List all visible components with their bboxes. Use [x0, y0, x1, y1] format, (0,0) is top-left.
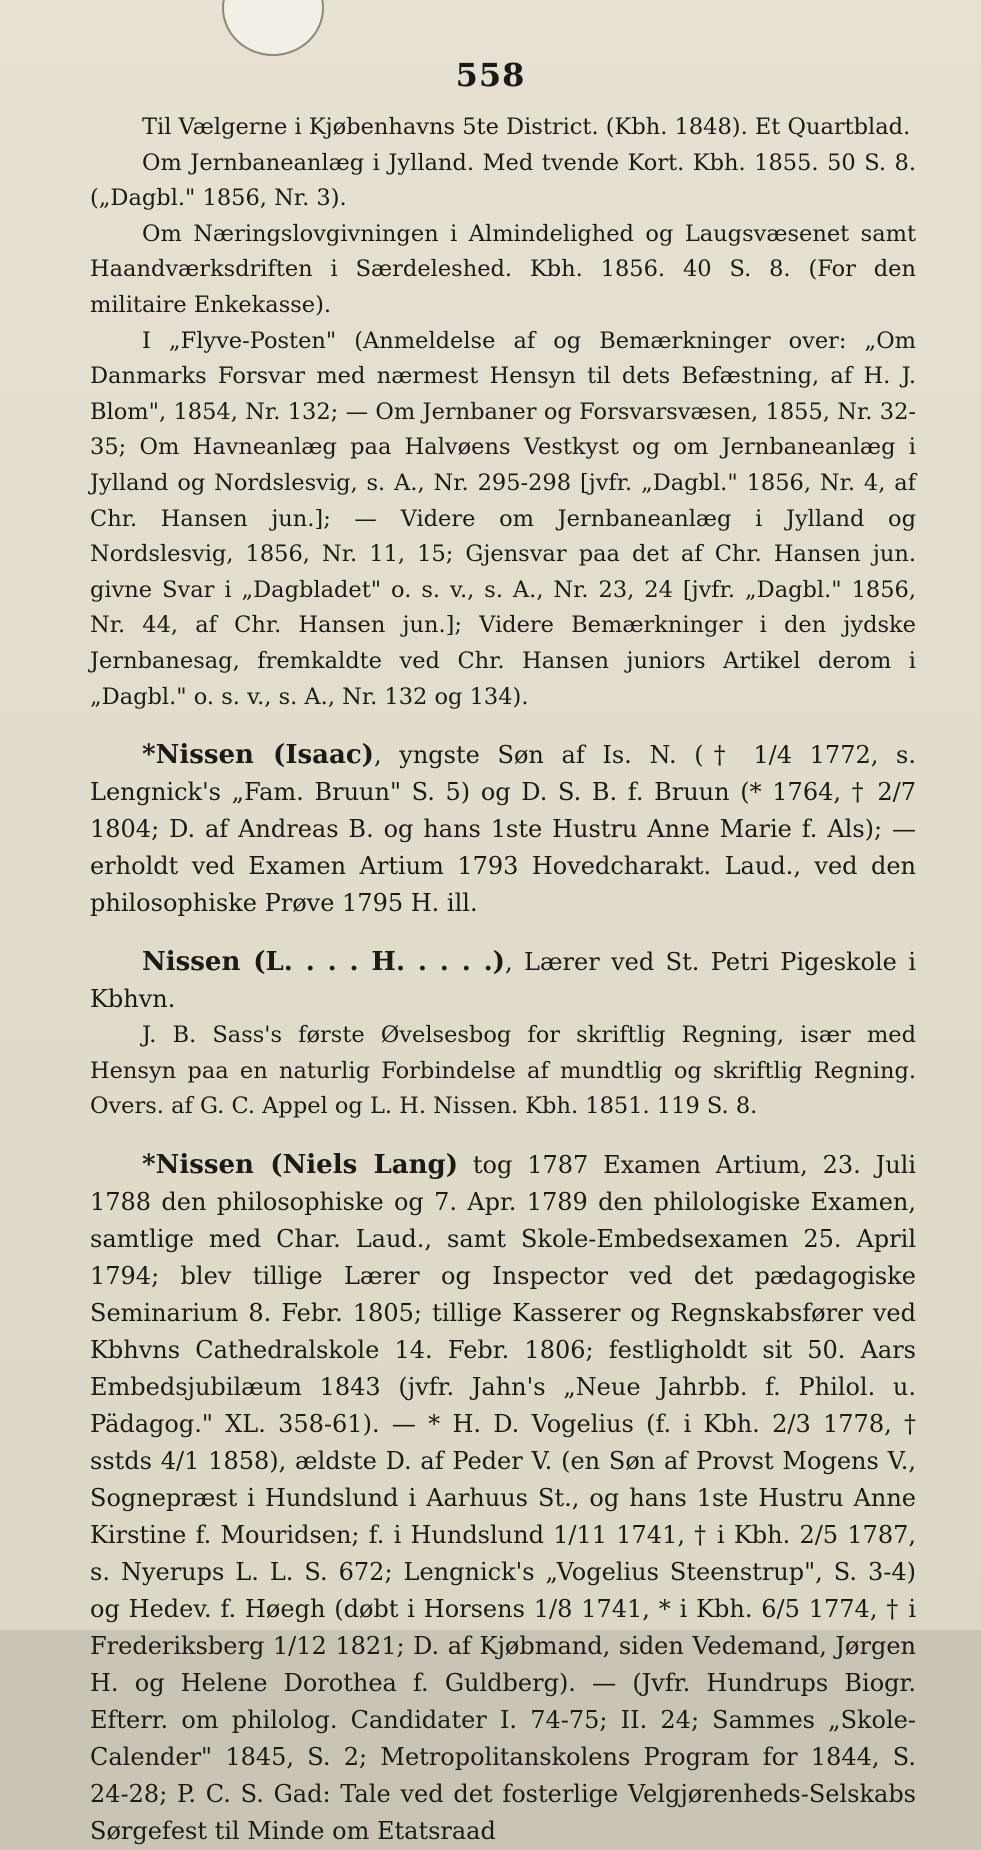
entry-jernbaneanlaeg: Om Jernbaneanlæg i Jylland. Med tvende Kort. Kbh. 1855. 50 S. 8. („Dagbl." 1856, Nr. 3). [90, 149, 916, 212]
entry-naeringslovgivning: Om Næringslovgivningen i Almindelighed og Laugsvæsenet samt Haandværksdriften i Særdeleshed. Kbh. 1856. 40 S. 8. (For den militaire Enkekasse). [90, 220, 916, 318]
headword: *Nissen (Niels Lang) [142, 1149, 459, 1180]
entry-flyveposten: I „Flyve-Posten" (Anmeldelse af og Bemærkninger over: „Om Danmarks Forsvar med nærmest Hensyn til dets Befæstning, af H. J. Blom", 1854, Nr. 132; — Om Jernbaner og Forsvarsvæsen, 1855, Nr. 32-35; Om Havneanlæg paa Halvøens Vestkyst og om Jernbaneanlæg i Jylland og Nordslesvig, s. A., Nr. 295-298 [jvfr. „Dagbl." 1856, Nr. 4, af Chr. Hansen jun.]; — Videre om Jernbaneanlæg i Jylland og Nordslesvig, 1856, Nr. 11, 15; Gjensvar paa det af Chr. Hansen jun. givne Svar i „Dagbladet" o. s. v., s. A., Nr. 23, 24 [jvfr. „Dagbl." 1856, Nr. 44, af Chr. Hansen jun.]; Videre Bemærkninger i den jydske Jernbanesag, fremkaldte ved Chr. Hansen juniors Artikel derom i „Dagbl." o. s. v., s. A., Nr. 132 og 134). [90, 327, 916, 710]
entry-nissen-niels [90, 1147, 916, 1850]
entry-velgerne: Til Vælgerne i Kjøbenhavns 5te District. (Kbh. 1848). Et Quartblad. [142, 114, 911, 140]
punch-hole [222, 0, 324, 56]
entry-text: , yngste Søn af Is. N. († 1/4 1772, s. Lengnick's „Fam. Bruun" S. 5) og D. S. B. f. Bruun (* 1764, † 2/7 1804; D. af Andreas B. og hans 1ste Hustru Anne Marie f. Als); — erholdt ved Examen Artium 1793 Hovedcharakt. Laud., ved den philosophiske Prøve 1795 H. ill. [90, 741, 916, 918]
headword: Nissen (L. . . . H. . . . .) [142, 947, 505, 978]
entry-sass: J. B. Sass's første Øvelsesbog for skriftlig Regning, især med Hensyn paa en naturlig Forbindelse af mundtlig og skriftlig Regning. Overs. af G. C. Appel og L. H. Nissen. Kbh. 1851. 119 S. 8. [90, 1022, 916, 1120]
page-number: 558 [455, 56, 526, 94]
entry-text: tog 1787 Examen Artium, 23. Juli 1788 den philosophiske og 7. Apr. 1789 den philologiske Examen, samtlige med Char. Laud., samt Skole-Embedsexamen 25. April 1794; blev tillige Lærer og Inspector ved det pædagogiske Seminarium 8. Febr. 1805; tillige Kasserer og Regnskabsfører ved Kbhvns Cathedralskole 14. Febr. 1806; festligholdt sit 50. Aars Embedsjubilæum 1843 (jvfr. Jahn's „Neue Jahrbb. f. Philol. u. Pädagog." XL. 358-61). — * H. D. Vogelius (f. i Kbh. 2/3 1778, † sstds 4/1 1858), ældste D. af Peder V. (en Søn af Provst Mogens V., Sognepræst i Hundslund i Aarhuus St., og hans 1ste Hustru Anne Kirstine f. Mouridsen; f. i Hundslund 1/11 1741, † i Kbh. 2/5 1787, s. Nyerups L. L. S. 672; Lengnick's „Vogelius Steenstrup", S. 3-4) og Hedev. f. Høegh (døbt i Horsens 1/8 1741, * i Kbh. 6/5 1774, † i Frederiksberg 1/12 1821; D. af Kjøbmand, siden Vedemand, Jørgen H. og Helene Dorothea f. Guldberg). — (Jvfr. Hundrups Biogr. Efterr. om philolog. Candidater I. 74-75; II. 24; Sammes „Skole-Calender" 1845, S. 2; Metropolitanskolens Program for 1844, S. 24-28; P. C. S. Gad: Tale ved det fosterlige Velgjørenheds-Selskabs Sørgefest til Minde om Etatsraad [90, 1150, 917, 1845]
entry-nissen-lh [90, 944, 916, 1018]
entry-text: , Lærer ved St. Petri Pigeskole i Kbhvn. [90, 948, 916, 1014]
page-content [90, 110, 916, 1850]
entry-nissen-isaac [90, 737, 916, 922]
headword: *Nissen (Isaac) [142, 740, 374, 771]
